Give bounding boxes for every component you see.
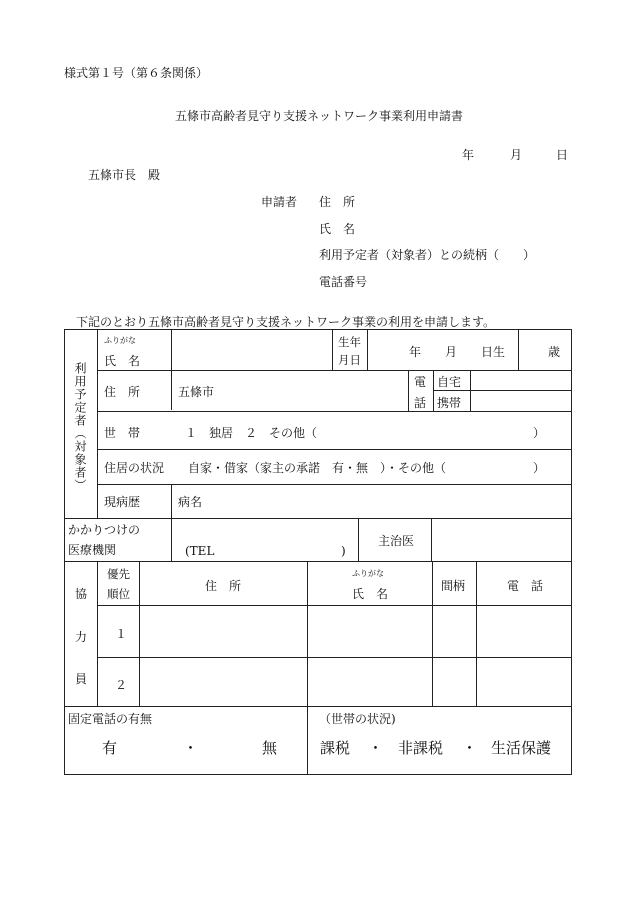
applicant-label: 申請者 [261, 195, 298, 209]
illness-value: 病名 [178, 495, 203, 509]
cooperator-name-header: 氏 名 [352, 587, 389, 601]
landline-yes: 有 [102, 739, 118, 757]
user-phone-label-2: 話 [414, 396, 427, 410]
applicant-phone-label: 電話番号 [319, 275, 368, 289]
cooperator-relation-header: 間柄 [441, 579, 466, 593]
intro-text: 下記のとおり五條市高齢者見守り支援ネットワーク事業の利用を申請します。 [76, 315, 496, 329]
medical-label-2: 医療機関 [68, 543, 117, 557]
home-phone-label: 自宅 [437, 375, 462, 389]
applicant-name-label: 氏 名 [319, 222, 356, 236]
household-close: ） [533, 426, 546, 440]
cooperator-row-2: ２ [115, 678, 128, 692]
status-welfare: 生活保護 [491, 739, 552, 757]
household-status-label: （世帯の状況) [319, 712, 396, 726]
birth-label-1: 生年 [338, 335, 361, 349]
cooperator-label-1: 協 [75, 587, 88, 601]
cooperator-furigana-label: ふりがな [352, 569, 384, 578]
residence-options: 自家・借家（家主の承諾 有・無 ）・その他（ [188, 461, 447, 475]
addressee: 五條市長 殿 [88, 168, 161, 182]
form-number: 様式第１号（第６条関係） [64, 66, 209, 80]
cooperator-label-3: 員 [75, 672, 88, 686]
status-taxed: 課税 [320, 739, 351, 757]
illness-label: 現病歴 [104, 495, 141, 509]
cooperator-label-2: 力 [75, 630, 88, 644]
residence-label: 住居の状況 [104, 461, 165, 475]
medical-label-1: かかりつけの [68, 523, 141, 537]
priority-label-2: 順位 [107, 587, 130, 601]
cooperator-row-1: １ [115, 627, 128, 641]
date-day-label: 日 [556, 148, 569, 162]
user-name-label: 氏 名 [104, 354, 141, 368]
landline-no: 無 [262, 739, 278, 757]
user-phone-label-1: 電 [414, 375, 427, 389]
landline-label: 固定電話の有無 [68, 712, 153, 726]
medical-tel-close: ) [341, 544, 346, 558]
birth-label-2: 月日 [338, 353, 361, 367]
status-separator-2: ・ [462, 739, 478, 757]
applicant-relation-label: 利用予定者（対象者）との続柄（ ） [319, 248, 536, 262]
page-title: 五條市高齢者見守り支援ネットワーク事業利用申請書 [175, 109, 464, 123]
birth-date-value: 年 月 日生 [409, 345, 506, 359]
mobile-phone-label: 携帯 [437, 396, 462, 410]
priority-label-1: 優先 [107, 567, 130, 581]
date-year-label: 年 [462, 148, 475, 162]
household-label: 世 帯 [104, 426, 141, 440]
user-section-label: 利用予定者（対象者） [73, 362, 87, 492]
date-month-label: 月 [510, 148, 523, 162]
user-address-label: 住 所 [104, 385, 141, 399]
residence-close: ） [533, 461, 546, 475]
doctor-label: 主治医 [378, 534, 415, 548]
user-address-value: 五條市 [178, 385, 215, 399]
status-non-taxed: 非課税 [398, 739, 444, 757]
landline-separator: ・ [183, 739, 199, 757]
household-options: １ 独居 ２ その他（ [185, 426, 318, 440]
cooperator-phone-header: 電 話 [507, 579, 544, 593]
status-separator-1: ・ [368, 739, 384, 757]
cooperator-address-header: 住 所 [205, 579, 242, 593]
age-label: 歳 [548, 345, 561, 359]
applicant-address-label: 住 所 [319, 195, 356, 209]
user-furigana-label: ふりがな [104, 336, 136, 345]
medical-tel-label: (TEL [185, 544, 215, 558]
